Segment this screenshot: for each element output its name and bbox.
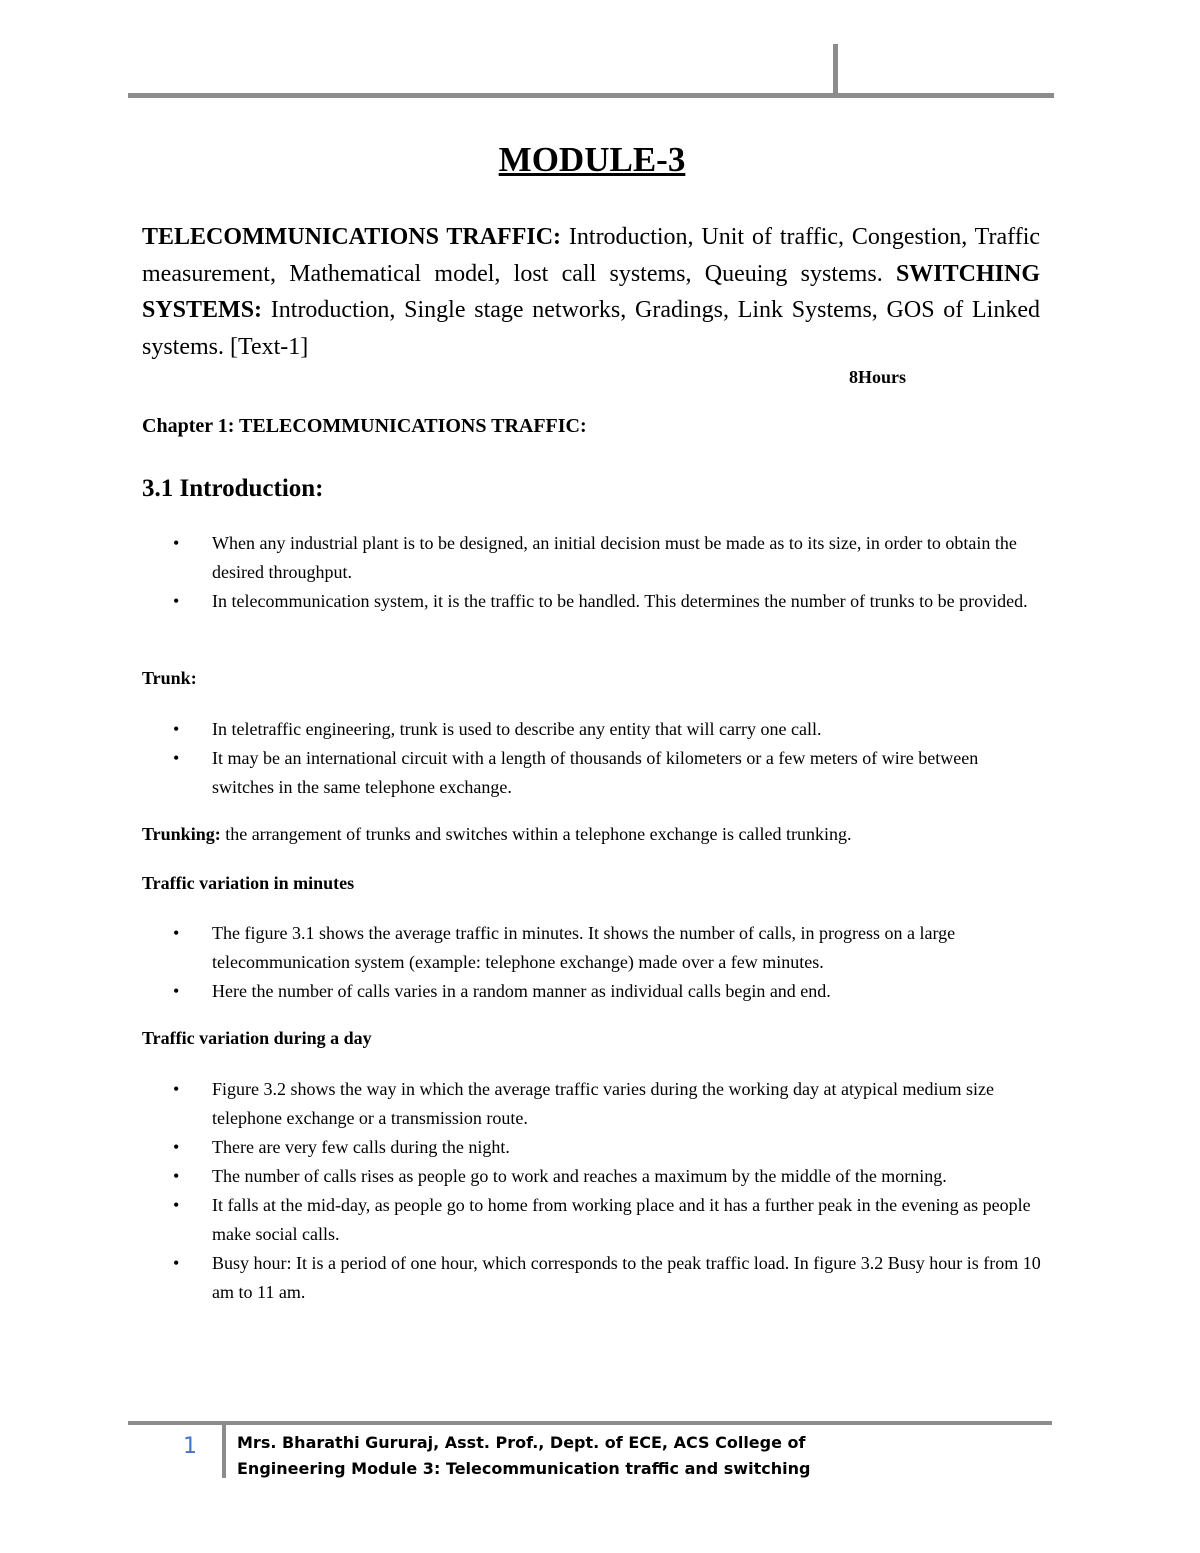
footer-rule (128, 1421, 1052, 1425)
list-item: • It may be an international circuit with a length of thousands of kilometers or a few meters of wire between switches in the same telephone exchange. (142, 744, 1042, 802)
page-number: 1 (183, 1434, 197, 1459)
footer-divider (222, 1424, 226, 1478)
list-item: • The number of calls rises as people go to work and reaches a maximum by the middle of the morning. (142, 1162, 1042, 1191)
minutes-label: Traffic variation in minutes (142, 873, 355, 893)
header-rule (128, 93, 1054, 98)
list-item: • When any industrial plant is to be designed, an initial decision must be made as to its size, in order to obtain the desired throughput. (142, 529, 1042, 587)
list-item: • Here the number of calls varies in a random manner as individual calls begin and end. (142, 977, 1042, 1006)
syllabus-traffic-heading: TELECOMMUNICATIONS TRAFFIC: (142, 224, 562, 250)
trunk-label: Trunk: (142, 668, 197, 688)
list-item: • There are very few calls during the night. (142, 1133, 1042, 1162)
footer-author (237, 1430, 877, 1482)
list-item: • In teletraffic engineering, trunk is used to describe any entity that will carry one call. (142, 715, 1042, 744)
hours-label: 8Hours (849, 367, 907, 387)
trunking-term: Trunking: (142, 824, 221, 844)
list-item: • Busy hour: It is a period of one hour, which corresponds to the peak traffic load. In figure 3.2 Busy hour is from 10 am to 11 am. (142, 1249, 1042, 1307)
footer-line: Mrs. Bharathi Gururaj, Asst. Prof., Dept. of ECE, ACS College of (237, 1433, 806, 1452)
syllabus-traffic-topics: Introduction, Unit of traffic, Congestion, Traffic measurement, Mathematical model, lost call systems, Queuing systems. (142, 224, 1041, 287)
syllabus-switching-heading: SWITCHING SYSTEMS: (142, 260, 1040, 323)
trunking-text: the arrangement of trunks and switches within a telephone exchange is called trunking. (220, 824, 852, 844)
minutes-bullet-list (142, 919, 1042, 1006)
header-divider (833, 44, 838, 96)
intro-bullet-list (142, 529, 1042, 616)
list-item: • It falls at the mid-day, as people go to home from working place and it has a further peak in the evening as people make social calls. (142, 1191, 1042, 1249)
chapter-heading: Chapter 1: TELECOMMUNICATIONS TRAFFIC: (142, 415, 587, 437)
section-heading-introduction: 3.1 Introduction: (142, 475, 324, 502)
footer-line: Engineering Module 3: Telecommunication traffic and switching (237, 1459, 811, 1478)
day-bullet-list (142, 1075, 1042, 1307)
list-item: • The figure 3.1 shows the average traffic in minutes. It shows the number of calls, in progress on a large telecommunication system (example: telephone exchange) made over a few minutes. (142, 919, 1042, 977)
page-title: MODULE-3 (498, 140, 686, 179)
list-item: • In telecommunication system, it is the traffic to be handled. This determines the number of trunks to be provided. (142, 587, 1042, 616)
list-item: • Figure 3.2 shows the way in which the average traffic varies during the working day at atypical medium size telephone exchange or a transmission route. (142, 1075, 1042, 1133)
trunk-bullet-list (142, 715, 1042, 802)
syllabus-paragraph (142, 219, 1040, 365)
syllabus-switching-topics: Introduction, Single stage networks, Gradings, Link Systems, GOS of Linked systems. [Text-1] (142, 297, 1040, 360)
day-label: Traffic variation during a day (142, 1028, 372, 1048)
trunking-definition (142, 824, 852, 845)
